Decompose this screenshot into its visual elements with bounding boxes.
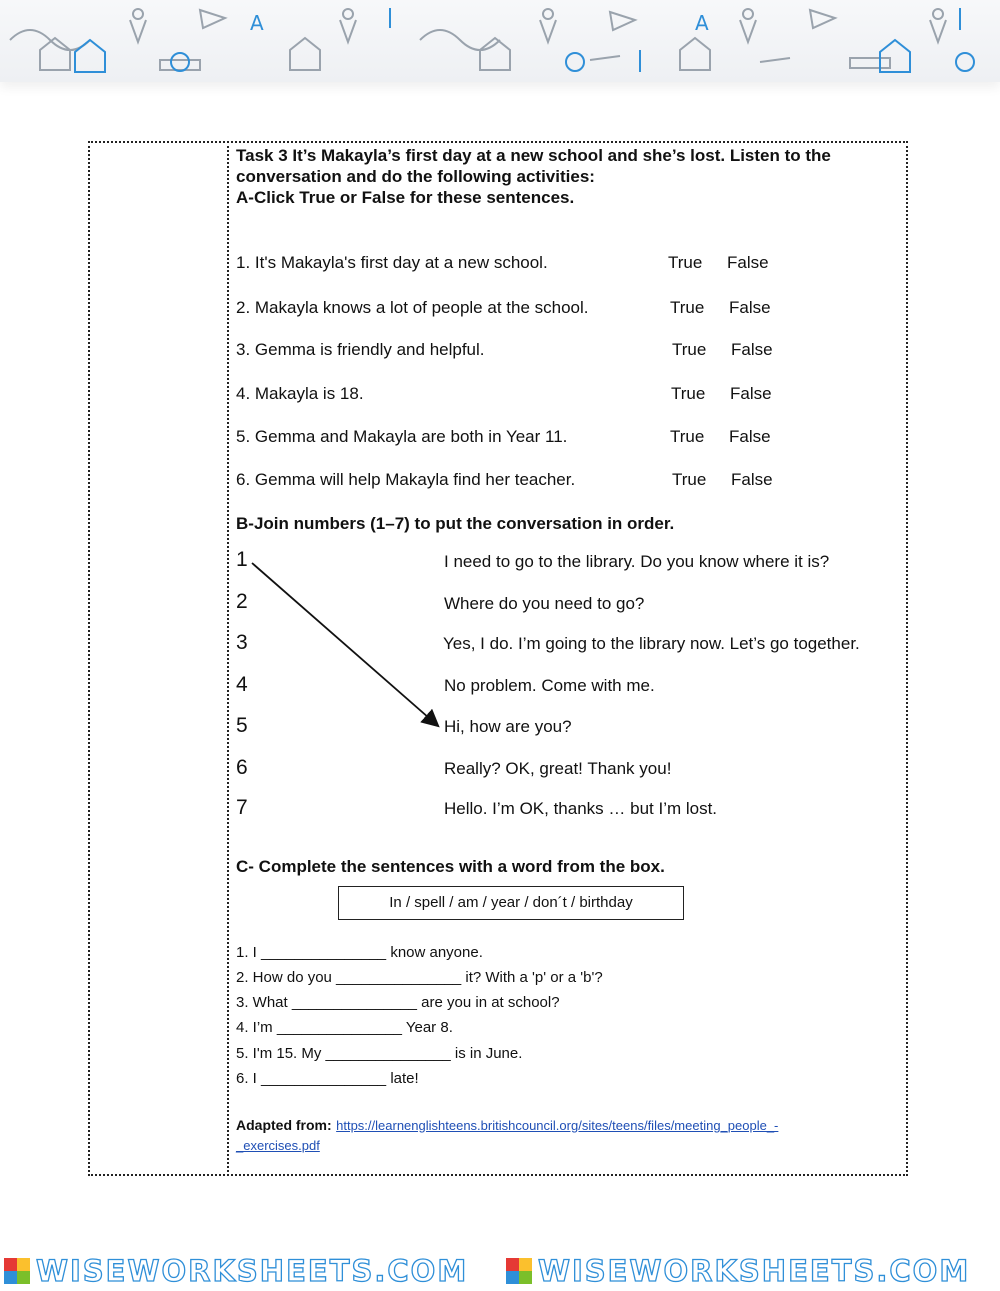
statement-1: 1. It's Makayla's first day at a new school.	[236, 253, 548, 272]
fill-sentence-1[interactable]: 1. I _______________ know anyone.	[236, 944, 483, 961]
fill-sentence-6[interactable]: 6. I _______________ late!	[236, 1070, 419, 1087]
word-box: In / spell / am / year / don´t / birthday	[338, 886, 684, 920]
part-a-heading: A-Click True or False for these sentences.	[236, 188, 575, 207]
order-number-1[interactable]: 1	[236, 548, 248, 571]
svg-text:A: A	[250, 11, 264, 35]
order-number-7[interactable]: 7	[236, 796, 248, 819]
false-option-5[interactable]: False	[729, 427, 771, 446]
fill-sentence-4[interactable]: 4. I’m _______________ Year 8.	[236, 1019, 453, 1036]
conversation-line-3[interactable]: Yes, I do. I’m going to the library now. Let’s go together.	[443, 634, 860, 653]
footer-logo-group-2	[506, 1252, 970, 1290]
brand-logo-icon	[4, 1258, 30, 1284]
false-option-2[interactable]: False	[729, 298, 771, 317]
conversation-line-1[interactable]: I need to go to the library. Do you know where it is?	[444, 552, 830, 571]
statement-2: 2. Makayla knows a lot of people at the school.	[236, 298, 589, 317]
fill-sentence-5[interactable]: 5. I'm 15. My _______________ is in June.	[236, 1045, 523, 1062]
task-title: Task 3 It’s Makayla’s first day at a new school and she’s lost. Listen to the conversation and do the following activities:	[236, 146, 831, 186]
conversation-line-7[interactable]: Hello. I’m OK, thanks … but I’m lost.	[444, 799, 718, 818]
statement-3: 3. Gemma is friendly and helpful.	[236, 340, 485, 359]
footer-branding	[0, 1252, 1000, 1290]
order-number-3[interactable]: 3	[236, 631, 248, 654]
true-option-3[interactable]: True	[672, 340, 707, 359]
fill-sentence-3[interactable]: 3. What _______________ are you in at school?	[236, 994, 560, 1011]
source-label: Adapted from:	[236, 1117, 332, 1133]
brand-name: WISEWORKSHEETS.COM	[36, 1254, 469, 1288]
source-link-continued[interactable]: _exercises.pdf	[236, 1138, 320, 1153]
true-option-2[interactable]: True	[670, 298, 705, 317]
conversation-line-5[interactable]: Hi, how are you?	[444, 717, 572, 736]
true-option-4[interactable]: True	[671, 384, 706, 403]
false-option-1[interactable]: False	[727, 253, 769, 272]
true-option-5[interactable]: True	[670, 427, 705, 446]
false-option-6[interactable]: False	[731, 470, 773, 489]
conversation-line-2[interactable]: Where do you need to go?	[444, 594, 645, 613]
source-link[interactable]: https://learnenglishteens.britishcouncil.org/sites/teens/files/meeting_people_-	[336, 1118, 779, 1133]
source-line	[236, 1117, 778, 1135]
fill-sentence-2[interactable]: 2. How do you _______________ it? With a 'p' or a 'b'?	[236, 969, 603, 986]
part-c-heading: C- Complete the sentences with a word from the box.	[236, 857, 665, 876]
conversation-line-6[interactable]: Really? OK, great! Thank you!	[444, 759, 672, 778]
statement-4: 4. Makayla is 18.	[236, 384, 364, 403]
true-option-1[interactable]: True	[668, 253, 703, 272]
svg-text:A: A	[695, 11, 709, 35]
order-number-5[interactable]: 5	[236, 714, 248, 737]
brand-logo-icon	[506, 1258, 532, 1284]
false-option-4[interactable]: False	[730, 384, 772, 403]
false-option-3[interactable]: False	[731, 340, 773, 359]
footer-logo-group-1	[4, 1252, 468, 1290]
brand-name: WISEWORKSHEETS.COM	[538, 1254, 971, 1288]
order-number-4[interactable]: 4	[236, 673, 248, 696]
order-number-6[interactable]: 6	[236, 756, 248, 779]
order-number-2[interactable]: 2	[236, 590, 248, 613]
conversation-line-4[interactable]: No problem. Come with me.	[444, 676, 655, 695]
statement-6: 6. Gemma will help Makayla find her teacher.	[236, 470, 576, 489]
true-option-6[interactable]: True	[672, 470, 707, 489]
part-b-heading: B-Join numbers (1–7) to put the conversation in order.	[236, 514, 675, 533]
statement-5: 5. Gemma and Makayla are both in Year 11.	[236, 427, 568, 446]
